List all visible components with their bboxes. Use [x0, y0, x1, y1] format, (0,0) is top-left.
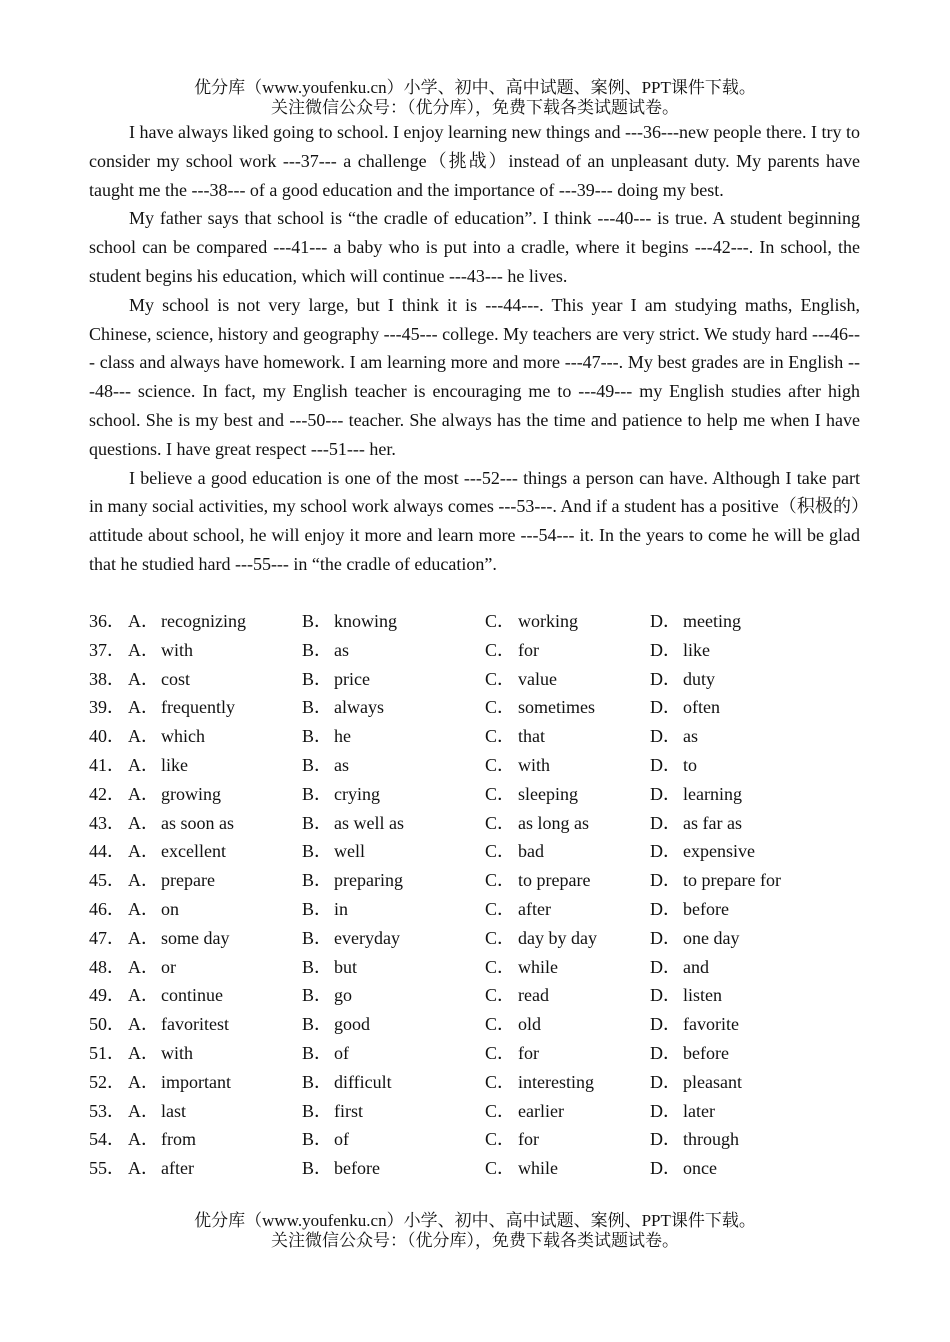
option-text-d: to — [683, 754, 698, 775]
option-letter-c: C． — [485, 956, 516, 977]
option-text-c: sleeping — [518, 783, 578, 804]
option-text-c: after — [518, 898, 551, 919]
option-text-d: to prepare for — [683, 870, 781, 891]
option-letter-c: C． — [485, 611, 516, 631]
option-text-a: from — [161, 1129, 196, 1150]
question-number: 40． — [89, 726, 125, 747]
option-letter-c: C． — [485, 726, 516, 747]
question-number: 49． — [89, 985, 125, 1006]
option-text-c: that — [518, 726, 545, 747]
option-text-c: interesting — [518, 1071, 594, 1092]
option-letter-b: B． — [302, 1071, 333, 1092]
option-letter-c: C． — [485, 1014, 516, 1035]
option-letter-d: D． — [650, 1129, 681, 1150]
option-text-d: pleasant — [683, 1071, 742, 1092]
option-text-b: preparing — [334, 870, 403, 891]
option-letter-a: A． — [128, 1158, 159, 1179]
option-letter-c: C． — [485, 1100, 516, 1121]
option-letter-d: D． — [650, 841, 681, 862]
question-number: 51． — [89, 1042, 125, 1063]
question-row — [89, 636, 869, 665]
option-text-c: with — [518, 754, 551, 775]
question-number: 52． — [89, 1071, 125, 1092]
option-letter-b: B． — [302, 985, 333, 1006]
question-row — [89, 722, 869, 751]
option-letter-b: B． — [302, 639, 333, 660]
option-letter-b: B． — [302, 1129, 333, 1150]
option-letter-b: B． — [302, 898, 333, 919]
option-text-c: sometimes — [518, 697, 595, 718]
question-number: 45． — [89, 870, 125, 891]
option-text-a: last — [161, 1100, 186, 1121]
option-text-d: meeting — [683, 611, 741, 631]
option-letter-d: D． — [650, 1014, 681, 1035]
option-text-d: as far as — [683, 812, 742, 833]
option-text-c: day by day — [518, 927, 597, 948]
option-letter-d: D． — [650, 611, 681, 631]
page-footer — [0, 1211, 950, 1251]
question-row — [89, 981, 869, 1010]
option-text-b: knowing — [334, 611, 397, 631]
option-letter-d: D． — [650, 870, 681, 891]
option-letter-c: C． — [485, 754, 516, 775]
option-letter-a: A． — [128, 611, 159, 631]
option-letter-c: C． — [485, 1071, 516, 1092]
option-letter-b: B． — [302, 812, 333, 833]
option-text-c: value — [518, 668, 557, 689]
option-text-b: well — [334, 841, 365, 862]
option-letter-d: D． — [650, 1042, 681, 1063]
option-letter-c: C． — [485, 927, 516, 948]
option-letter-a: A． — [128, 1042, 159, 1063]
option-text-a: prepare — [161, 870, 215, 891]
header-line-1: 优分库（www.youfenku.cn）小学、初中、高中试题、案例、PPT课件下载。 — [194, 78, 756, 97]
option-text-c: working — [518, 611, 578, 631]
option-letter-a: A． — [128, 697, 159, 718]
option-text-a: or — [161, 956, 176, 977]
option-text-d: as — [683, 726, 698, 747]
page-header — [0, 78, 950, 118]
option-text-a: on — [161, 898, 179, 919]
option-text-b: always — [334, 697, 384, 718]
option-letter-b: B． — [302, 668, 333, 689]
option-text-c: read — [518, 985, 549, 1006]
option-text-b: in — [334, 898, 349, 919]
option-text-d: before — [683, 898, 729, 919]
option-letter-b: B． — [302, 956, 333, 977]
question-number: 46． — [89, 898, 125, 919]
option-letter-a: A． — [128, 668, 159, 689]
option-text-b: as — [334, 639, 349, 660]
question-row — [89, 809, 869, 838]
option-letter-a: A． — [128, 812, 159, 833]
option-letter-d: D． — [650, 956, 681, 977]
option-text-a: with — [161, 639, 194, 660]
option-text-a: important — [161, 1071, 231, 1092]
option-letter-d: D． — [650, 783, 681, 804]
option-letter-b: B． — [302, 1158, 333, 1179]
question-row — [89, 866, 869, 895]
option-letter-c: C． — [485, 697, 516, 718]
option-letter-c: C． — [485, 985, 516, 1006]
option-text-b: of — [334, 1129, 349, 1150]
option-letter-c: C． — [485, 898, 516, 919]
question-options-list — [89, 607, 869, 1183]
option-text-b: crying — [334, 783, 380, 804]
option-letter-d: D． — [650, 812, 681, 833]
option-letter-a: A． — [128, 726, 159, 747]
option-letter-c: C． — [485, 870, 516, 891]
option-letter-a: A． — [128, 841, 159, 862]
option-letter-b: B． — [302, 1100, 333, 1121]
question-number: 38． — [89, 668, 125, 689]
footer-line-2: 关注微信公众号：（优分库），免费下载各类试题试卷。 — [271, 1231, 679, 1250]
option-letter-a: A． — [128, 754, 159, 775]
question-row — [89, 1039, 869, 1068]
question-row — [89, 1154, 869, 1183]
option-text-d: listen — [683, 985, 722, 1006]
question-row — [89, 751, 869, 780]
option-letter-c: C． — [485, 783, 516, 804]
option-text-d: before — [683, 1042, 729, 1063]
option-text-b: everyday — [334, 927, 400, 948]
option-text-c: earlier — [518, 1100, 564, 1121]
option-text-a: with — [161, 1042, 194, 1063]
question-row — [89, 924, 869, 953]
option-letter-b: B． — [302, 927, 333, 948]
option-letter-a: A． — [128, 927, 159, 948]
option-text-b: first — [334, 1100, 363, 1121]
option-letter-b: B． — [302, 726, 333, 747]
option-text-d: later — [683, 1100, 715, 1121]
question-row — [89, 693, 869, 722]
option-letter-d: D． — [650, 726, 681, 747]
option-letter-b: B． — [302, 841, 333, 862]
option-text-d: like — [683, 639, 710, 660]
option-letter-c: C． — [485, 812, 516, 833]
option-text-d: duty — [683, 668, 716, 689]
passage-paragraph-2: My father says that school is “the cradle of education”. I think ---40--- is true. A student beginning school can be compared ---41--- a baby who is put into a cradle, where it begins ---42---. In school, the student begins his education, which will continue ---43--- he lives. — [89, 208, 860, 286]
option-letter-a: A． — [128, 1100, 159, 1121]
option-letter-a: A． — [128, 870, 159, 891]
option-text-c: for — [518, 639, 539, 660]
option-text-a: favoritest — [161, 1014, 229, 1035]
option-letter-d: D． — [650, 927, 681, 948]
option-text-d: through — [683, 1129, 739, 1150]
option-text-c: bad — [518, 841, 544, 862]
option-letter-d: D． — [650, 1158, 681, 1179]
option-letter-b: B． — [302, 1042, 333, 1063]
option-letter-d: D． — [650, 697, 681, 718]
option-letter-a: A． — [128, 783, 159, 804]
option-text-d: and — [683, 956, 709, 977]
question-number: 42． — [89, 783, 125, 804]
option-text-b: of — [334, 1042, 349, 1063]
question-row — [89, 1125, 869, 1154]
option-letter-d: D． — [650, 898, 681, 919]
option-text-a: cost — [161, 668, 190, 689]
option-text-a: recognizing — [161, 611, 246, 631]
option-letter-a: A． — [128, 1071, 159, 1092]
option-text-a: growing — [161, 783, 221, 804]
option-letter-c: C． — [485, 841, 516, 862]
option-letter-d: D． — [650, 754, 681, 775]
option-letter-c: C． — [485, 1129, 516, 1150]
option-letter-c: C． — [485, 639, 516, 660]
question-row — [89, 1010, 869, 1039]
footer-line-1: 优分库（www.youfenku.cn）小学、初中、高中试题、案例、PPT课件下载。 — [194, 1211, 756, 1230]
option-text-c: while — [518, 1158, 558, 1179]
option-text-a: like — [161, 754, 188, 775]
option-text-b: but — [334, 956, 358, 977]
option-letter-a: A． — [128, 898, 159, 919]
option-letter-d: D． — [650, 985, 681, 1006]
option-text-b: as well as — [334, 812, 404, 833]
question-number: 48． — [89, 956, 125, 977]
option-letter-d: D． — [650, 1100, 681, 1121]
option-letter-c: C． — [485, 668, 516, 689]
option-text-c: to prepare — [518, 870, 591, 891]
question-row — [89, 837, 869, 866]
question-row — [89, 1097, 869, 1126]
option-text-c: old — [518, 1014, 542, 1035]
passage-paragraph-1: I have always liked going to school. I enjoy learning new things and ---36---new people there. I try to consider my school work ---37--- a challenge（挑战）instead of an unpleasant duty. My parents have taught me the ---38--- of a good education and the importance of ---39--- doing my best. — [89, 122, 860, 200]
option-text-a: continue — [161, 985, 223, 1006]
question-number: 39． — [89, 697, 125, 718]
option-letter-b: B． — [302, 870, 333, 891]
question-row — [89, 780, 869, 809]
option-text-b: before — [334, 1158, 380, 1179]
option-text-b: price — [334, 668, 370, 689]
option-letter-c: C． — [485, 1042, 516, 1063]
option-text-b: good — [334, 1014, 370, 1035]
option-letter-b: B． — [302, 697, 333, 718]
question-row — [89, 1068, 869, 1097]
option-text-a: some day — [161, 927, 230, 948]
option-text-c: while — [518, 956, 558, 977]
question-row — [89, 607, 869, 636]
option-text-d: learning — [683, 783, 742, 804]
option-letter-a: A． — [128, 1014, 159, 1035]
option-text-d: once — [683, 1158, 717, 1179]
option-letter-b: B． — [302, 611, 333, 631]
question-row — [89, 665, 869, 694]
header-line-2: 关注微信公众号：（优分库），免费下载各类试题试卷。 — [271, 98, 679, 117]
question-number: 54． — [89, 1129, 125, 1150]
option-text-b: he — [334, 726, 351, 747]
question-number: 44． — [89, 841, 125, 862]
option-letter-a: A． — [128, 956, 159, 977]
question-number: 37． — [89, 639, 125, 660]
question-number: 53． — [89, 1100, 125, 1121]
question-row — [89, 895, 869, 924]
option-text-d: favorite — [683, 1014, 739, 1035]
question-number: 41． — [89, 754, 125, 775]
option-letter-b: B． — [302, 754, 333, 775]
question-number: 50． — [89, 1014, 125, 1035]
cloze-passage — [89, 118, 860, 579]
question-row — [89, 953, 869, 982]
option-letter-a: A． — [128, 985, 159, 1006]
passage-paragraph-4: I believe a good education is one of the most ---52--- things a person can have. Although I take part in many social activities, my school work always comes ---53---. And if a student has a positive（积极的）attitude about school, he will enjoy it more and learn more ---54--- it. In the years to come he will be glad that he studied hard ---55--- in “the cradle of education”. — [89, 467, 860, 574]
option-text-a: excellent — [161, 841, 226, 862]
question-number: 47． — [89, 927, 125, 948]
option-text-d: often — [683, 697, 720, 718]
option-text-b: difficult — [334, 1071, 392, 1092]
option-text-a: after — [161, 1158, 194, 1179]
option-letter-d: D． — [650, 1071, 681, 1092]
option-text-a: which — [161, 726, 205, 747]
question-number: 36． — [89, 611, 125, 631]
option-text-d: one day — [683, 927, 740, 948]
option-text-b: go — [334, 985, 352, 1006]
option-text-d: expensive — [683, 841, 755, 862]
option-letter-b: B． — [302, 783, 333, 804]
passage-paragraph-3: My school is not very large, but I think it is ---44---. This year I am studying maths, English, Chinese, science, history and geography ---45--- college. My teachers are very strict. We study hard ---46--- class and always have homework. I am learning more and more ---47---. My best grades are in English ---48--- science. In fact, my English teacher is encouraging me to ---49--- my English studies after high school. She is my best and ---50--- teacher. She always has the time and patience to help me when I have questions. I have great respect ---51--- her. — [89, 294, 860, 459]
option-letter-d: D． — [650, 639, 681, 660]
option-text-a: as soon as — [161, 812, 234, 833]
option-text-b: as — [334, 754, 349, 775]
option-letter-a: A． — [128, 1129, 159, 1150]
option-text-a: frequently — [161, 697, 235, 718]
question-number: 43． — [89, 812, 125, 833]
option-letter-a: A． — [128, 639, 159, 660]
option-text-c: as long as — [518, 812, 589, 833]
option-letter-b: B． — [302, 1014, 333, 1035]
question-number: 55． — [89, 1158, 125, 1179]
option-letter-c: C． — [485, 1158, 516, 1179]
option-text-c: for — [518, 1129, 539, 1150]
option-text-c: for — [518, 1042, 539, 1063]
option-letter-d: D． — [650, 668, 681, 689]
